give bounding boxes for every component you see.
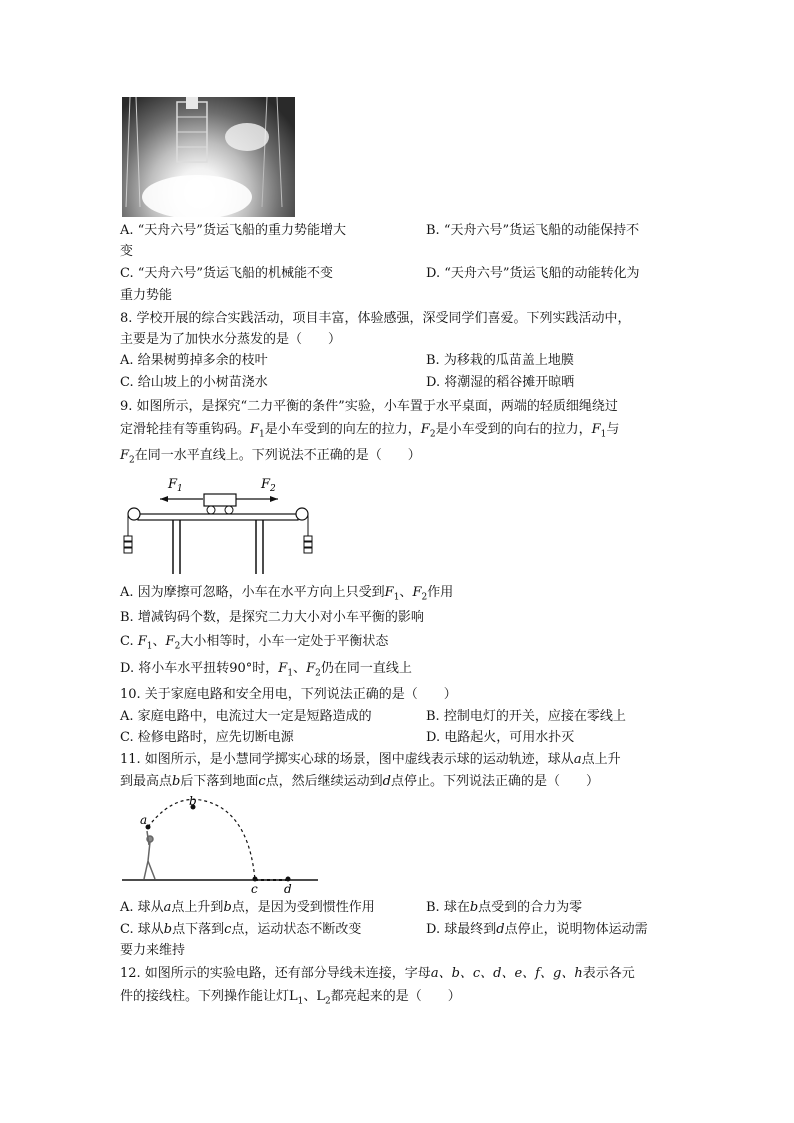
point-label-d: d bbox=[284, 882, 292, 895]
q7-option-b-wrap: 变 bbox=[120, 244, 134, 259]
q7-option-a: A. “天舟六号”货运飞船的重力势能增大 bbox=[120, 223, 346, 238]
rocket-launch-photo bbox=[122, 97, 295, 217]
q11-stem-line1: 11. 如图所示，是小慧同学掷实心球的场景，图中虚线表示球的运动轨迹，球从a点上升 bbox=[120, 752, 621, 767]
launch-tower-drawing bbox=[122, 97, 295, 217]
q9-option-d: D. 将小车水平扭转90°时，$F_1$、$F_2$仍在同一直线上 bbox=[120, 661, 412, 679]
q11-stem-line2: 到最高点b后下落到地面c点，然后继续运动到d点停止。下列说法正确的是（ ） bbox=[120, 774, 599, 789]
q7-option-b: B. “天舟六号”货运飞船的动能保持不 bbox=[426, 223, 640, 238]
q12-stem-line1: 12. 如图所示的实验电路，还有部分导线未连接，字母a、b、c、d、e、f、g、h表示各元 bbox=[120, 966, 635, 981]
arrow-left-icon bbox=[160, 496, 168, 502]
q7-option-d-wrap: 重力势能 bbox=[120, 288, 173, 303]
trajectory-dashed bbox=[148, 799, 255, 880]
point-label-a: a bbox=[140, 813, 148, 827]
q9-option-b: B. 增减钩码个数，是探究二力大小对小车平衡的影响 bbox=[120, 610, 424, 625]
table-top bbox=[138, 514, 298, 520]
force-label-f1: $F_1$ bbox=[168, 477, 183, 494]
q7-option-c: C. “天舟六号”货运飞船的机械能不变 bbox=[120, 266, 334, 281]
thrower-figure bbox=[144, 831, 155, 879]
q8-option-b: B. 为移栽的瓜苗盖上地膜 bbox=[426, 353, 574, 368]
two-force-balance-apparatus bbox=[118, 474, 318, 579]
arrow-right-icon bbox=[270, 496, 278, 502]
q9-option-a: A. 因为摩擦可忽略，小车在水平方向上只受到$F_1$、$F_2$作用 bbox=[120, 585, 454, 603]
q9-stem-line3: $F_2$在同一水平直线上。下列说法不正确的是（ ） bbox=[120, 448, 421, 466]
q11-option-b: B. 球在b点受到的合力为零 bbox=[426, 900, 583, 915]
q8-stem-line1: 8. 学校开展的综合实践活动，项目丰富，体验感强，深受同学们喜爱。下列实践活动中， bbox=[120, 311, 631, 326]
q10-option-a: A. 家庭电路中，电流过大一定是短路造成的 bbox=[120, 709, 372, 724]
q10-option-b: B. 控制电灯的开关，应接在零线上 bbox=[426, 709, 626, 724]
q8-stem-line2: 主要是为了加快水分蒸发的是（ ） bbox=[120, 332, 342, 347]
pulley-right bbox=[296, 508, 308, 520]
q11-option-d-wrap: 要力来维持 bbox=[120, 943, 186, 958]
q9-stem-line2: 定滑轮挂有等重钩码。$F_1$是小车受到的向左的拉力，$F_2$是小车受到的向右的拉力，$F_1$与 bbox=[120, 422, 620, 440]
q8-option-c: C. 给山坡上的小树苗浇水 bbox=[120, 375, 268, 390]
q12-stem-line2: 件的接线柱。下列操作能让灯$L_1$、$L_2$都亮起来的是（ ） bbox=[120, 989, 461, 1007]
ball-trajectory-figure bbox=[120, 795, 320, 895]
point-label-c: c bbox=[251, 882, 258, 895]
q11-option-c: C. 球从b点下落到c点，运动状态不断改变 bbox=[120, 922, 362, 937]
q7-option-d: D. “天舟六号”货运飞船的动能转化为 bbox=[426, 266, 640, 281]
q8-option-a: A. 给果树剪掉多余的枝叶 bbox=[120, 353, 268, 368]
q9-stem-line1: 9. 如图所示，是探究“二力平衡的条件”实验，小车置于水平桌面，两端的轻质细绳绕过 bbox=[120, 399, 618, 414]
pulley-left bbox=[128, 508, 140, 520]
q10-option-d: D. 电路起火，可用水扑灭 bbox=[426, 730, 575, 745]
q9-option-c: C. $F_1$、$F_2$大小相等时，小车一定处于平衡状态 bbox=[120, 634, 389, 652]
q8-option-d: D. 将潮湿的稻谷摊开晾晒 bbox=[426, 375, 575, 390]
q11-option-a: A. 球从a点上升到b点，是因为受到惯性作用 bbox=[120, 900, 375, 915]
q11-option-d: D. 球最终到d点停止，说明物体运动需 bbox=[426, 922, 648, 937]
q10-option-c: C. 检修电路时，应先切断电源 bbox=[120, 730, 294, 745]
cart bbox=[204, 494, 236, 506]
force-label-f2: $F_2$ bbox=[261, 477, 276, 494]
q10-stem: 10. 关于家庭电路和安全用电，下列说法正确的是（ ） bbox=[120, 687, 457, 702]
point-label-b: b bbox=[189, 795, 197, 808]
